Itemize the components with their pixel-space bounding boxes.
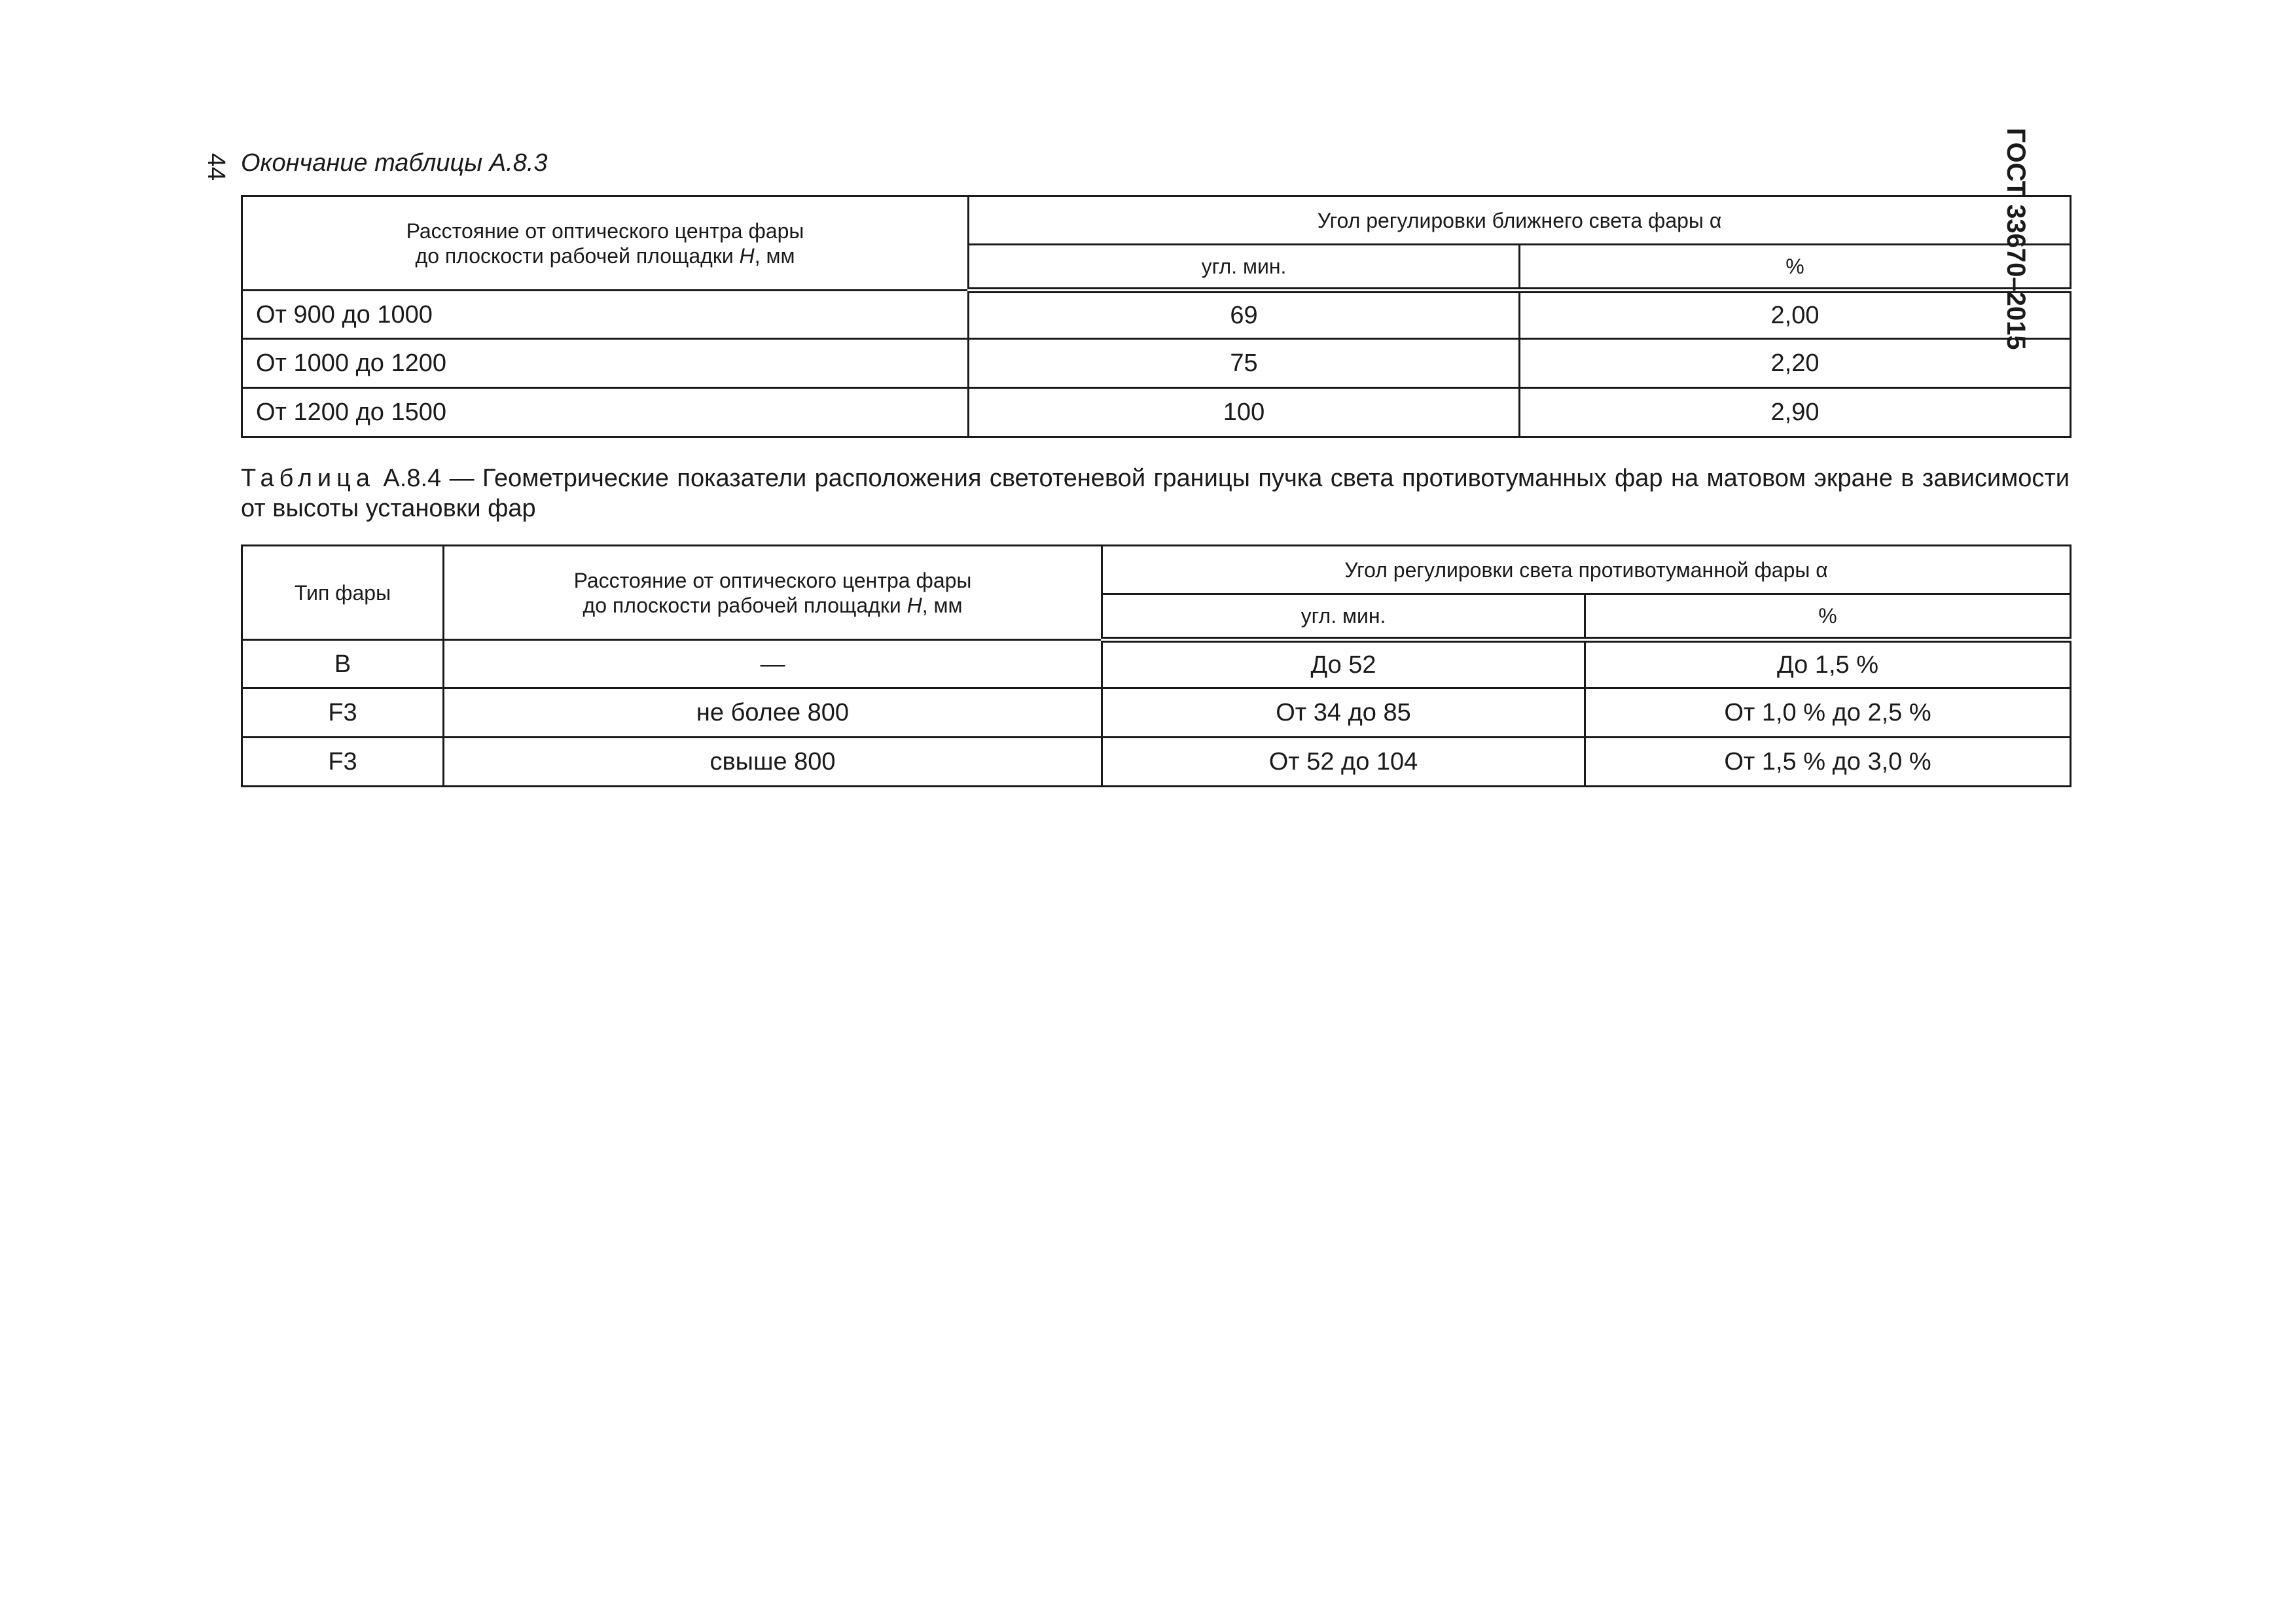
cell-angle-min: 69 <box>969 291 1520 339</box>
table-a84 <box>241 544 2072 787</box>
table-a83-continuation-caption: Окончание таблицы А.8.3 <box>241 149 548 177</box>
cell-angle-percent: 2,90 <box>1520 388 2071 437</box>
page-number: 44 <box>202 152 230 181</box>
cell-angle-percent: 2,00 <box>1520 291 2071 339</box>
table-a84-header-type: Тип фары <box>242 546 444 640</box>
cell-angle-percent: 2,20 <box>1520 339 2071 388</box>
table-a84-title-word: Таблица <box>241 465 375 492</box>
document-code: ГОСТ 33670–2015 <box>2001 128 2030 350</box>
table-row <box>242 738 2071 787</box>
header-distance-line2-pre: до плоскости рабочей площадки <box>583 593 907 617</box>
cell-type: B <box>242 640 444 688</box>
table-row <box>242 640 2071 688</box>
cell-angle-min: 100 <box>969 388 1520 437</box>
cell-distance: От 1000 до 1200 <box>242 339 969 388</box>
table-a84-title-text: А.8.4 — Геометрические показатели расположения светотеневой границы пучка света противотуманных фар на матовом экране в зависимости от высоты установки фар <box>241 465 2070 522</box>
table-row <box>242 339 2071 388</box>
header-distance-variable: H <box>906 593 922 617</box>
table-a83-header-distance <box>242 196 969 291</box>
header-distance-line2-post: , мм <box>754 243 795 268</box>
header-distance-line2-pre: до плоскости рабочей площадки <box>415 243 740 268</box>
cell-type: F3 <box>242 688 444 738</box>
header-distance-line2-post: , мм <box>922 593 963 617</box>
table-a83-header-angle: Угол регулировки ближнего света фары α <box>969 196 2071 245</box>
cell-distance: свыше 800 <box>444 738 1102 787</box>
table-a84-header-angle-min: угл. мин. <box>1102 594 1585 640</box>
cell-angle-min: От 34 до 85 <box>1102 688 1585 738</box>
table-row <box>242 291 2071 339</box>
table-a83-header-angle-min: угл. мин. <box>969 245 1520 291</box>
header-distance-variable: H <box>739 243 755 268</box>
cell-angle-percent: До 1,5 % <box>1585 640 2071 688</box>
cell-angle-min: 75 <box>969 339 1520 388</box>
cell-distance: — <box>444 640 1102 688</box>
table-a83-header-angle-percent: % <box>1520 245 2071 291</box>
table-a84-header-distance <box>444 546 1102 640</box>
header-distance-line1: Расстояние от оптического центра фары <box>573 568 972 592</box>
table-row <box>242 388 2071 437</box>
header-distance-line1: Расстояние от оптического центра фары <box>406 219 804 243</box>
table-a84-title <box>241 463 2070 524</box>
table-a83 <box>241 195 2072 438</box>
cell-angle-min: До 52 <box>1102 640 1585 688</box>
cell-distance: От 1200 до 1500 <box>242 388 969 437</box>
table-a84-header-angle: Угол регулировки света противотуманной фары α <box>1102 546 2071 594</box>
cell-distance: не более 800 <box>444 688 1102 738</box>
cell-angle-min: От 52 до 104 <box>1102 738 1585 787</box>
cell-angle-percent: От 1,0 % до 2,5 % <box>1585 688 2071 738</box>
cell-type: F3 <box>242 738 444 787</box>
cell-distance: От 900 до 1000 <box>242 291 969 339</box>
table-a84-header-angle-percent: % <box>1585 594 2071 640</box>
table-row <box>242 688 2071 738</box>
cell-angle-percent: От 1,5 % до 3,0 % <box>1585 738 2071 787</box>
